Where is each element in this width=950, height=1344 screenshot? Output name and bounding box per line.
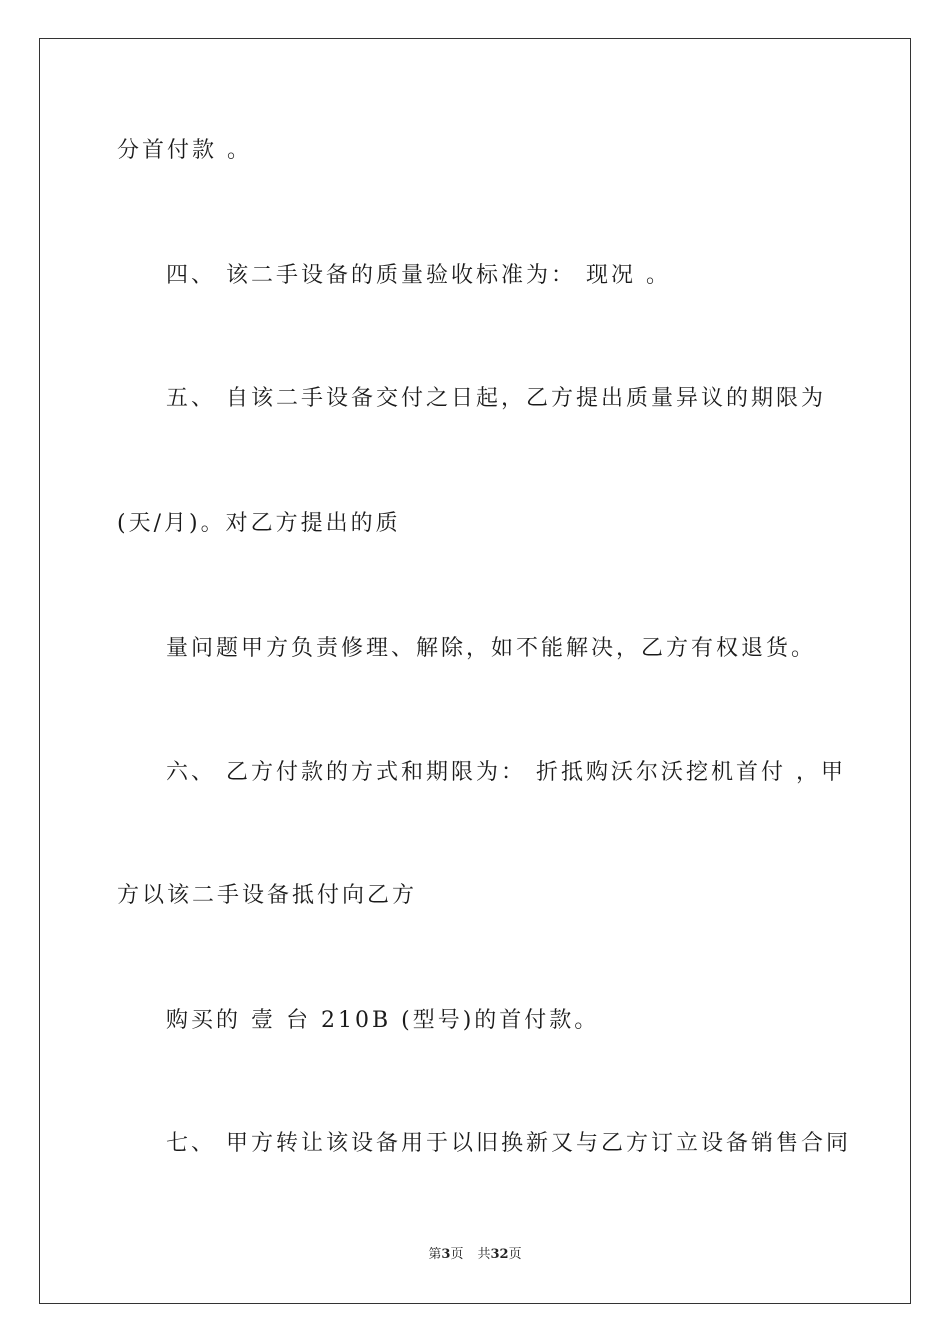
page-footer bbox=[0, 1246, 950, 1264]
total-pages: 32 bbox=[490, 1247, 509, 1262]
body-line-5: 量问题甲方负责修理、解除，如不能解决，乙方有权退货。 bbox=[166, 636, 817, 661]
page-suffix: 页 bbox=[450, 1247, 464, 1262]
body-line-1: 分首付款 。 bbox=[117, 138, 252, 163]
body-line-3: 五、 自该二手设备交付之日起，乙方提出质量异议的期限为 bbox=[166, 386, 826, 411]
body-line-2: 四、 该二手设备的质量验收标准为： 现况 。 bbox=[166, 263, 671, 288]
page-number: 3 bbox=[441, 1247, 451, 1262]
body-line-9: 七、 甲方转让该设备用于以旧换新又与乙方订立设备销售合同 bbox=[166, 1131, 851, 1156]
page-prefix: 第 bbox=[428, 1247, 442, 1262]
page-border bbox=[39, 38, 911, 1304]
total-suffix: 页 bbox=[508, 1247, 522, 1262]
body-line-6: 六、 乙方付款的方式和期限为： 折抵购沃尔沃挖机首付 ，甲 bbox=[166, 760, 846, 785]
body-line-8: 购买的 壹 台 210B (型号)的首付款。 bbox=[166, 1008, 600, 1033]
body-line-7: 方以该二手设备抵付向乙方 bbox=[117, 883, 418, 908]
total-prefix: 共 bbox=[477, 1247, 491, 1262]
body-line-4: (天/月)。对乙方提出的质 bbox=[117, 511, 401, 536]
